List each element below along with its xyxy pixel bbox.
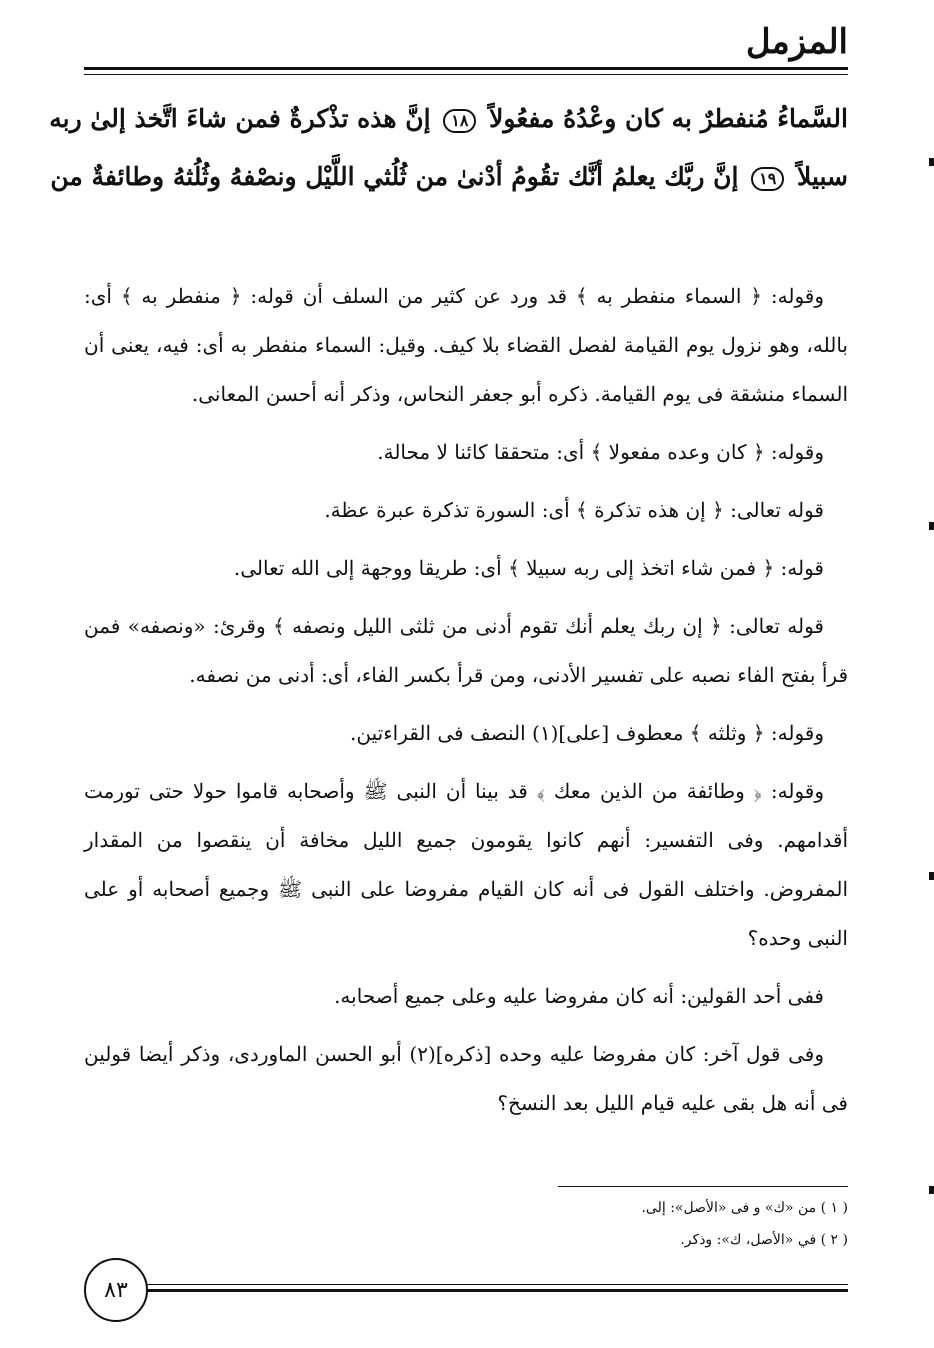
verse-text: سبيلاً bbox=[797, 162, 848, 191]
commentary-paragraph: وفى قول آخر: كان مفروضا عليه وحده [ذكره](٢) أبو الحسن الماوردى، وذكر أيضا قولين فى أنه هل بقى عليه قيام الليل بعد النسخ؟ bbox=[84, 1042, 848, 1115]
commentary-paragraph: وقوله: ﴿ كان وعده مفعولا ﴾ أى: متحققا كائنا لا محالة. bbox=[377, 440, 824, 464]
margin-mark bbox=[929, 872, 934, 880]
commentary-paragraph: وقوله: ﴿ وطائفة من الذين معك ﴾ قد بينا أن النبى ﷺ وأصحابه قاموا حولا حتى تورمت أقدامهم. وفى التفسير: أنهم كانوا يقومون جميع الليل مخافة أن ينقصوا من المقدار المفروض. واختلف القول فى أنه كان القيام مفروضا على النبى ﷺ وجميع أصحابه أو على النبى وحده؟ bbox=[84, 779, 848, 950]
footnotes bbox=[84, 1192, 848, 1256]
footer-rule-thin bbox=[145, 1284, 848, 1285]
quran-verse-block bbox=[49, 90, 848, 206]
commentary-paragraph: ففى أحد القولين: أنه كان مفروضا عليه وعلى جميع أصحابه. bbox=[334, 984, 824, 1008]
commentary-paragraph: وقوله: ﴿ السماء منفطر به ﴾ قد ورد عن كثير من السلف أن قوله: ﴿ منفطر به ﴾ أى: بالله، وهو نزول يوم القيامة لفصل القضاء بلا كيف. وقيل: السماء منفطر به أى: فيه، يعنى أن السماء منشقة فى يوم القيامة. ذكره أبو جعفر النحاس، وذكر أنه أحسن المعانى. bbox=[84, 284, 848, 406]
commentary-paragraph: قوله: ﴿ فمن شاء اتخذ إلى ربه سبيلا ﴾ أى: طريقا ووجهة إلى الله تعالى. bbox=[233, 556, 824, 580]
commentary-body bbox=[84, 272, 848, 1137]
running-head-title: المزمل bbox=[745, 22, 848, 62]
header-rule-thick bbox=[84, 67, 848, 70]
commentary-paragraph: قوله تعالى: ﴿ إن ربك يعلم أنك تقوم أدنى من ثلثى الليل ونصفه ﴾ وقرئ: «ونصفه» فمن قرأ بفتح الفاء نصبه على تفسير الأدنى، ومن قرأ بكسر الفاء، أى: أدنى من نصفه. bbox=[84, 614, 848, 687]
verse-line-2 bbox=[50, 148, 848, 206]
margin-mark bbox=[929, 522, 934, 530]
margin-mark bbox=[929, 158, 934, 166]
footnote-separator bbox=[558, 1186, 848, 1187]
page-number-circle: ٨٣ bbox=[84, 1258, 148, 1322]
commentary-paragraph: وقوله: ﴿ وثلثه ﴾ معطوف [على](١) النصف فى القراءتين. bbox=[350, 721, 824, 745]
footnote: ( ١ ) من «ك» و فى «الأصل»: إلى. bbox=[641, 1200, 848, 1216]
footer-rule-thick bbox=[145, 1289, 848, 1292]
verse-text: السَّماءُ مُنفطرٌ به كان وعْدُهُ مفعُولاً bbox=[489, 104, 848, 133]
verse-line-1 bbox=[49, 90, 848, 148]
footnote: ( ٢ ) في «الأصل، ك»: وذكر. bbox=[680, 1232, 848, 1248]
header-rule-thin bbox=[84, 74, 848, 75]
margin-mark bbox=[929, 1186, 934, 1194]
verse-text: إنَّ هذه تذْكرةٌ فمن شاءَ اتَّخذ إلىٰ ربه bbox=[49, 104, 431, 133]
verse-text: إنَّ ربَّك يعلمُ أنَّك تقُومُ أدْنىٰ من ثُلُثي اللَّيْل ونصْفهُ وثُلُثهُ وطائفةٌ من bbox=[50, 162, 739, 191]
ayah-number-marker: ١٨ bbox=[443, 109, 476, 133]
ayah-number-marker: ١٩ bbox=[751, 167, 784, 191]
commentary-paragraph: قوله تعالى: ﴿ إن هذه تذكرة ﴾ أى: السورة تذكرة عبرة عظة. bbox=[324, 498, 824, 522]
